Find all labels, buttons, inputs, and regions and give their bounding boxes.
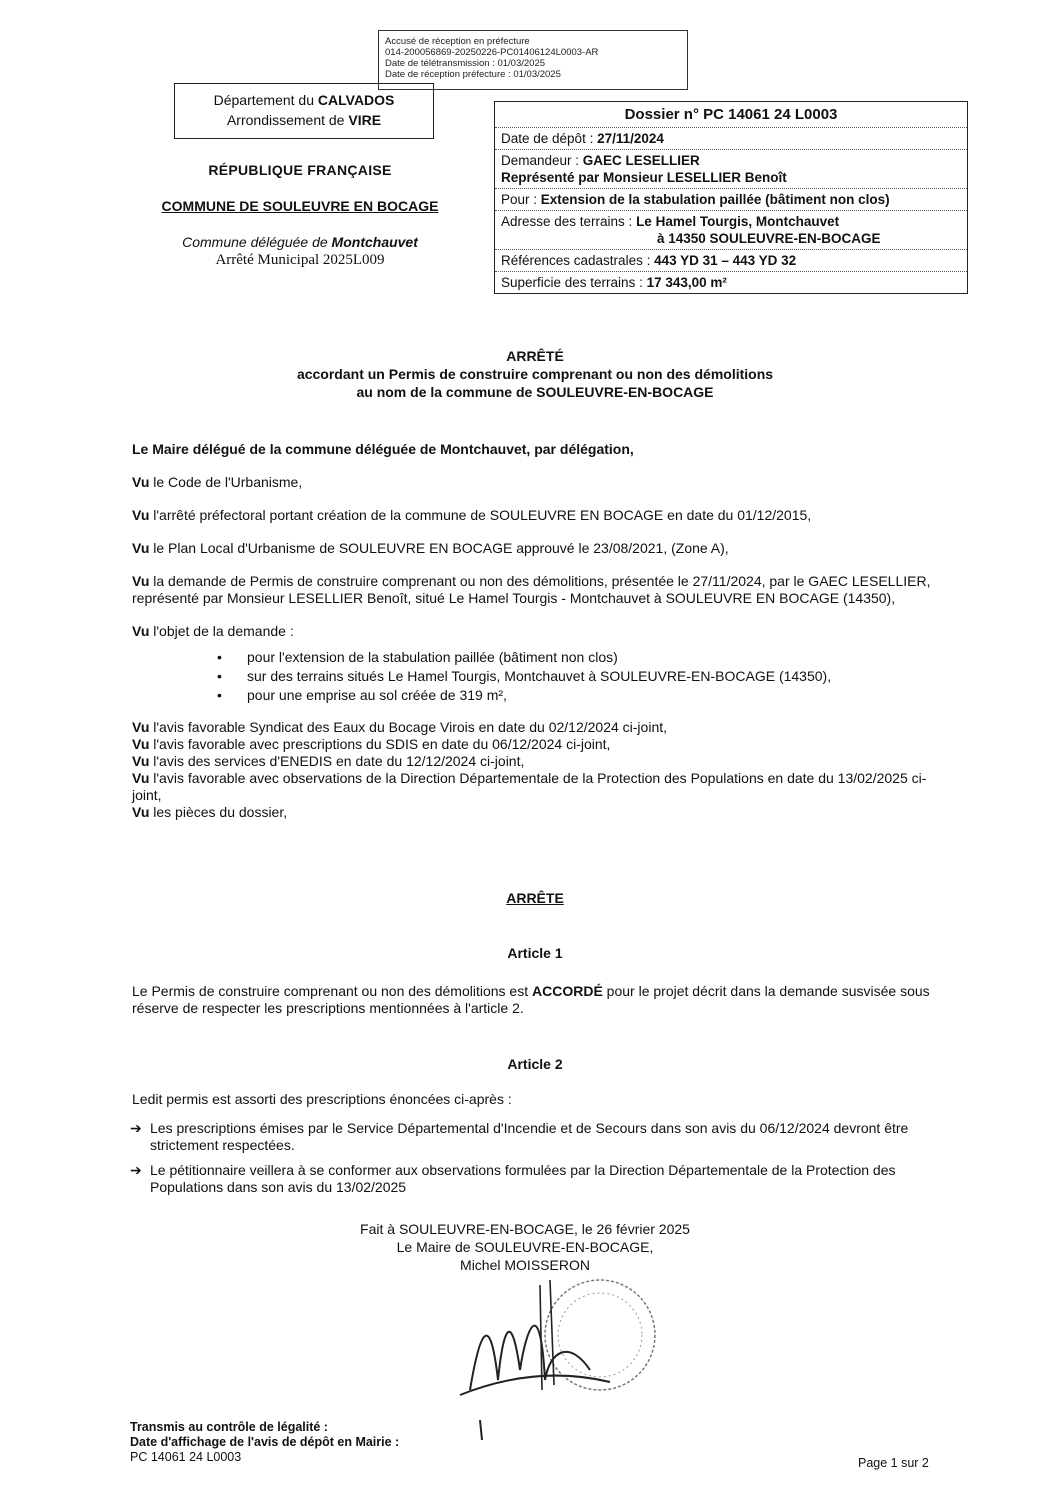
footer-ref: PC 14061 24 L0003 [130,1450,242,1464]
list-item: • pour l'extension de la stabulation paillée (bâtiment non clos) [247,648,944,667]
stamp-line: 014-200056869-20250226-PC01406124L0003-AR [385,47,599,58]
article-1-text: Le Permis de construire comprenant ou non des démolitions est ACCORDÉ pour le projet décrit dans la demande susvisée sous réserve de respecter les prescriptions mentionnées à l'article 2. [132,983,930,1016]
prescription-item: ➔ Les prescriptions émises par le Service Départemental d'Incendie et de Secours dans son avis du 06/12/2024 devront être strictement respectées. [132,1120,944,1154]
adresse-line2: à 14350 SOULEUVRE-EN-BOCAGE [657,231,881,246]
arrondissement-line: Arrondissement de VIRE [226,112,382,128]
list-item: • pour une emprise au sol créée de 319 m², [247,686,944,705]
municipal-seal-inner [558,1293,642,1377]
document-body [132,441,944,821]
department-line: Département du CALVADOS [213,92,395,108]
avis-line: Vu l'avis favorable avec prescriptions du SDIS en date du 06/12/2024 ci-joint, [132,736,611,752]
article-2-intro: Ledit permis est assorti des prescriptions énoncées ci-après : [132,1091,512,1107]
dossier-box [494,101,968,294]
maire-name: Michel MOISSERON [460,1257,590,1273]
superficie-row: Superficie des terrains : 17 343,00 m² [501,275,727,290]
adresse-row: Adresse des terrains : Le Hamel Tourgis, Montchauvet à 14350 SOULEUVRE-EN-BOCAGE [495,211,967,250]
fait-line: Fait à SOULEUVRE-EN-BOCAGE, le 26 février 2025 [360,1221,690,1237]
commune-heading: COMMUNE DE SOULEUVRE EN BOCAGE [161,198,439,214]
document-title: ARRÊTÉ accordant un Permis de construire comprenant ou non des démolitions au nom de la commune de SOULEUVRE-EN-BOCAGE [296,348,774,400]
page-number: Page 1 sur 2 [858,1456,929,1470]
vu-line: Vu l'arrêté préfectoral portant création de la commune de SOULEUVRE EN BOCAGE en date du 01/12/2015, [132,507,812,523]
vu-line: Vu le Plan Local d'Urbanisme de SOULEUVRE EN BOCAGE approuvé le 23/08/2021, (Zone A), [132,540,729,556]
stamp-line: Date de réception préfecture : 01/03/2025 [385,69,561,80]
municipal-seal-outer [545,1280,655,1390]
signature-block [300,1220,750,1274]
vu-line: Vu la demande de Permis de construire comprenant ou non des démolitions, présentée le 27/11/2024, par le GAEC LESELLIER, représenté par Monsieur LESELLIER Benoît, situé Le Hamel Tourgis - Montchauvet à SOULEUVRE EN BOCAGE (14350), [132,573,931,606]
maire-line: Le Maire délégué de la commune déléguée de Montchauvet, par délégation, [132,441,634,457]
signature-scribble [460,1326,610,1440]
avis-block [132,719,944,821]
vu-line: Vu l'objet de la demande : [132,623,294,639]
signature-and-seal [450,1270,680,1440]
transmis-line: Transmis au contrôle de légalité : [130,1420,328,1434]
avis-line: Vu l'avis favorable avec observations de la Direction Départementale de la Protection des Populations en date du 13/02/2025 ci-joint, [132,770,927,803]
arrete-heading: ARRÊTE [506,890,564,906]
stamp-line: Date de télétransmission : 01/03/2025 [385,58,546,69]
avis-line: Vu l'avis favorable Syndicat des Eaux du Bocage Virois en date du 02/12/2024 ci-joint, [132,719,668,735]
references-row: Références cadastrales : 443 YD 31 – 443 YD 32 [495,250,967,272]
avis-line: Vu l'avis des services d'ENEDIS en date du 12/12/2024 ci-joint, [132,753,525,769]
arrete-municipal-number: Arrêté Municipal 2025L009 [215,252,385,268]
represente-line: Représenté par Monsieur LESELLIER Benoît [501,170,787,185]
stamp-line: Accusé de réception en préfecture [385,36,530,47]
prescription-item: ➔ Le pétitionnaire veillera à se conformer aux observations formulées par la Direction Départementale de la Protection des Populations dans son avis du 13/02/2025 [132,1162,944,1196]
article-2-title: Article 2 [507,1056,563,1072]
list-item: • sur des terrains situés Le Hamel Tourgis, Montchauvet à SOULEUVRE-EN-BOCAGE (14350), [247,667,944,686]
depot-row: Date de dépôt : 27/11/2024 [495,128,967,150]
reception-stamp [378,30,688,90]
article-1-title: Article 1 [507,945,563,961]
vu-line: Vu le Code de l'Urbanisme, [132,474,303,490]
republique-heading: RÉPUBLIQUE FRANÇAISE [208,162,392,178]
demandeur-row: Demandeur : GAEC LESELLIER Représenté par Monsieur LESELLIER Benoît [495,150,967,189]
avis-line: Vu les pièces du dossier, [132,804,288,820]
commune-deleguee: Commune déléguée de Montchauvet [182,234,418,250]
department-box [174,83,434,139]
objet-list [132,648,944,705]
maire-title: Le Maire de SOULEUVRE-EN-BOCAGE, [396,1239,654,1255]
affichage-line: Date d'affichage de l'avis de dépôt en Mairie : [130,1435,400,1449]
footer-block [130,1420,399,1465]
pour-row: Pour : Extension de la stabulation paillée (bâtiment non clos) [495,189,967,211]
dossier-number: Dossier n° PC 14061 24 L0003 [495,102,967,128]
article-2-text [132,1091,944,1204]
